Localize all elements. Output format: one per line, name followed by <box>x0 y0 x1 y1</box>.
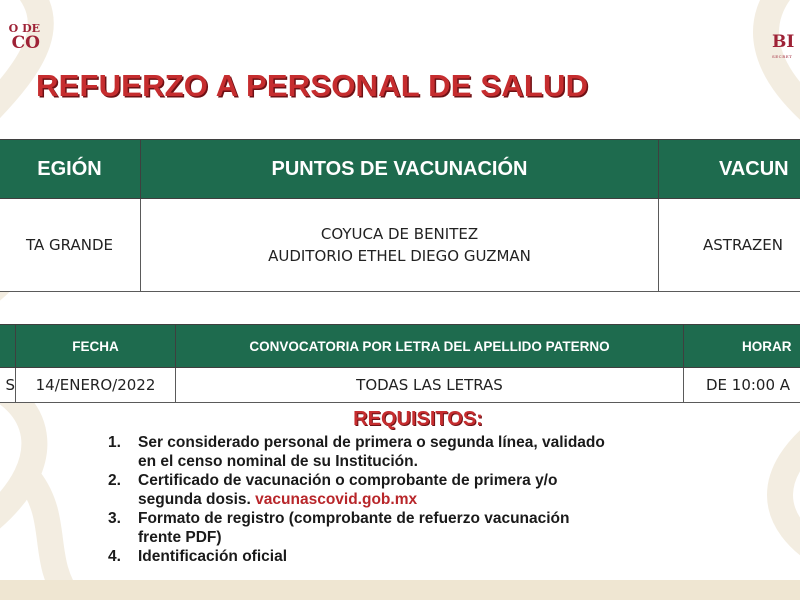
list-item <box>108 547 748 566</box>
header-vaccine: VACUN <box>659 140 800 199</box>
item-number: 3. <box>108 510 121 527</box>
logo-right-main: BI <box>772 32 795 52</box>
cell-date: 14/ENERO/2022 <box>16 368 176 403</box>
item-text: frente PDF) <box>138 529 222 546</box>
cell-vaccine: ASTRAZEN <box>659 199 800 292</box>
points-line1: COYUCA DE BENITEZ <box>320 225 479 243</box>
logo-right-sub: SECRET <box>772 54 793 59</box>
item-number: 4. <box>108 548 121 565</box>
list-item <box>108 509 748 547</box>
item-number: 2. <box>108 472 121 489</box>
item-number: 1. <box>108 434 121 451</box>
header-blank <box>0 325 16 368</box>
requirements-title: REQUISITOS: <box>353 408 483 430</box>
logo-left-line1: O DE <box>8 22 40 35</box>
cell-region: TA GRANDE <box>0 199 141 292</box>
item-text: Certificado de vacunación o comprobante de primera y/o <box>138 472 558 489</box>
header-vaccination-points: PUNTOS DE VACUNACIÓN <box>141 140 659 199</box>
item-text: Formato de registro (comprobante de refuerzo vacunación <box>138 510 570 527</box>
page-title: REFUERZO A PERSONAL DE SALUD <box>36 68 589 103</box>
list-item <box>108 471 748 509</box>
item-text: Identificación oficial <box>138 548 287 565</box>
logo-mexico-government <box>0 22 40 52</box>
vaccination-website-link[interactable]: vacunascovid.gob.mx <box>255 491 418 508</box>
item-text: Ser considerado personal de primera o segunda línea, validado <box>138 434 605 451</box>
table-row <box>0 368 800 403</box>
logo-bienestar <box>772 32 800 59</box>
vaccination-location-table <box>0 139 800 292</box>
schedule-table <box>0 324 800 403</box>
item-text: segunda dosis. <box>138 491 251 508</box>
list-item <box>108 433 748 471</box>
cell-letters: TODAS LAS LETRAS <box>176 368 684 403</box>
header-schedule: HORAR <box>684 325 800 368</box>
points-line2: AUDITORIO ETHEL DIEGO GUZMAN <box>268 247 531 265</box>
header-region: EGIÓN <box>0 140 141 199</box>
bottom-band <box>0 580 800 600</box>
logo-left-line2: CO <box>11 33 40 53</box>
header-date: FECHA <box>16 325 176 368</box>
requirements-list <box>108 433 748 566</box>
header-call-by-surname: CONVOCATORIA POR LETRA DEL APELLIDO PATERNO <box>176 325 684 368</box>
cell-day: S <box>0 368 16 403</box>
cell-time: DE 10:00 A <box>684 368 800 403</box>
item-text: en el censo nominal de su Institución. <box>138 453 418 470</box>
table-header-row <box>0 325 800 368</box>
table-row <box>0 199 800 292</box>
table-header-row <box>0 140 800 199</box>
cell-vaccination-points <box>141 199 659 292</box>
